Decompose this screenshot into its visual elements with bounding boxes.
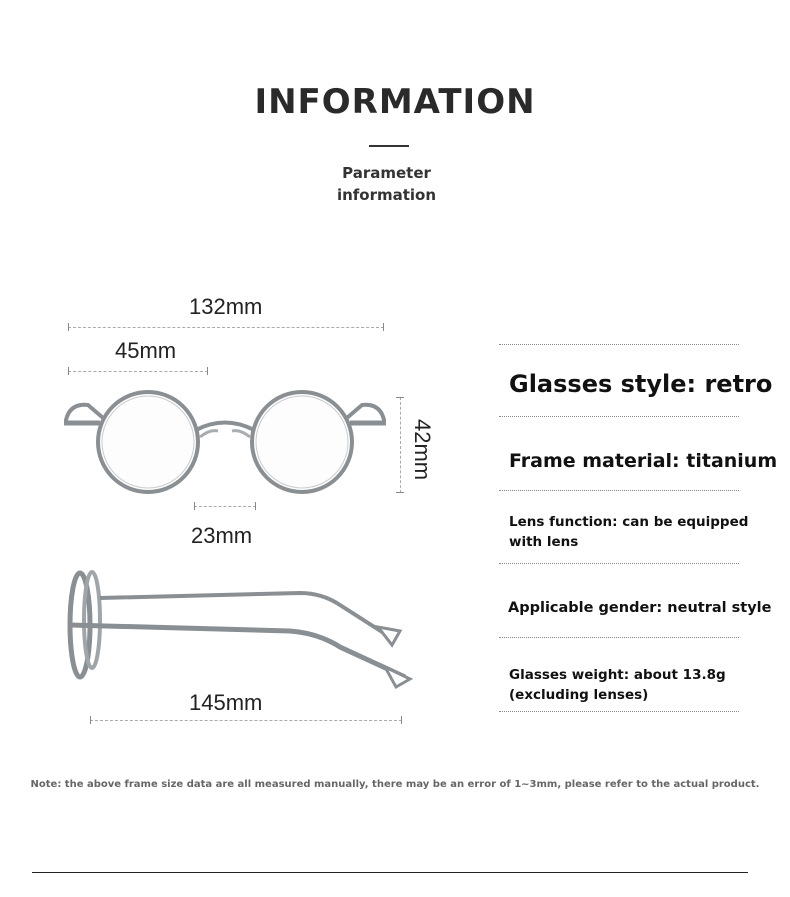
bottom-divider (32, 872, 748, 873)
lens-width-line (68, 371, 208, 372)
subtitle-line-1: Parameter (342, 164, 431, 182)
total-width-label: 132mm (189, 294, 263, 319)
tick (396, 492, 404, 493)
temple-length-line (90, 720, 402, 721)
subtitle-line-2: information (336, 186, 437, 204)
tick (90, 716, 91, 724)
spec-weight (509, 665, 726, 705)
measurement-note: Note: the above frame size data are all measured manually, there may be an error of 1~3mm, please refer to the actual product. (30, 779, 760, 790)
lens-height-label: 42mm (410, 419, 435, 481)
lens-height-line (400, 397, 401, 493)
bridge-width-label: 23mm (191, 523, 253, 548)
bridge-width-line (194, 506, 256, 507)
spec-material: Frame material: titanium (509, 450, 778, 472)
page-subtitle (0, 162, 773, 206)
glasses-side-icon (60, 565, 415, 690)
temple-length-label: 145mm (189, 690, 263, 715)
title-divider (369, 145, 409, 147)
spec-style: Glasses style: retro (509, 370, 773, 398)
tick (255, 502, 256, 510)
tick (383, 323, 384, 331)
tick (68, 323, 69, 331)
spec-divider (499, 490, 739, 491)
tick (194, 502, 195, 510)
spec-divider (499, 711, 739, 712)
tick (401, 716, 402, 724)
spec-divider (499, 416, 739, 417)
spec-divider (499, 637, 739, 638)
spec-lens-function (509, 512, 748, 552)
spec-weight-line-2: (excluding lenses) (509, 687, 649, 703)
spec-lens-function-line-1: Lens function: can be equipped (509, 514, 749, 530)
spec-gender: Applicable gender: neutral style (508, 600, 772, 616)
total-width-line (68, 327, 384, 328)
page-title: INFORMATION (254, 82, 536, 122)
spec-weight-line-1: Glasses weight: about 13.8g (509, 667, 726, 683)
tick (68, 367, 69, 375)
glasses-front-icon (60, 385, 390, 500)
tick (207, 367, 208, 375)
spec-divider (499, 563, 739, 564)
spec-lens-function-line-2: with lens (509, 534, 579, 550)
spec-divider (499, 344, 739, 345)
tick (396, 397, 404, 398)
lens-width-label: 45mm (115, 338, 177, 363)
